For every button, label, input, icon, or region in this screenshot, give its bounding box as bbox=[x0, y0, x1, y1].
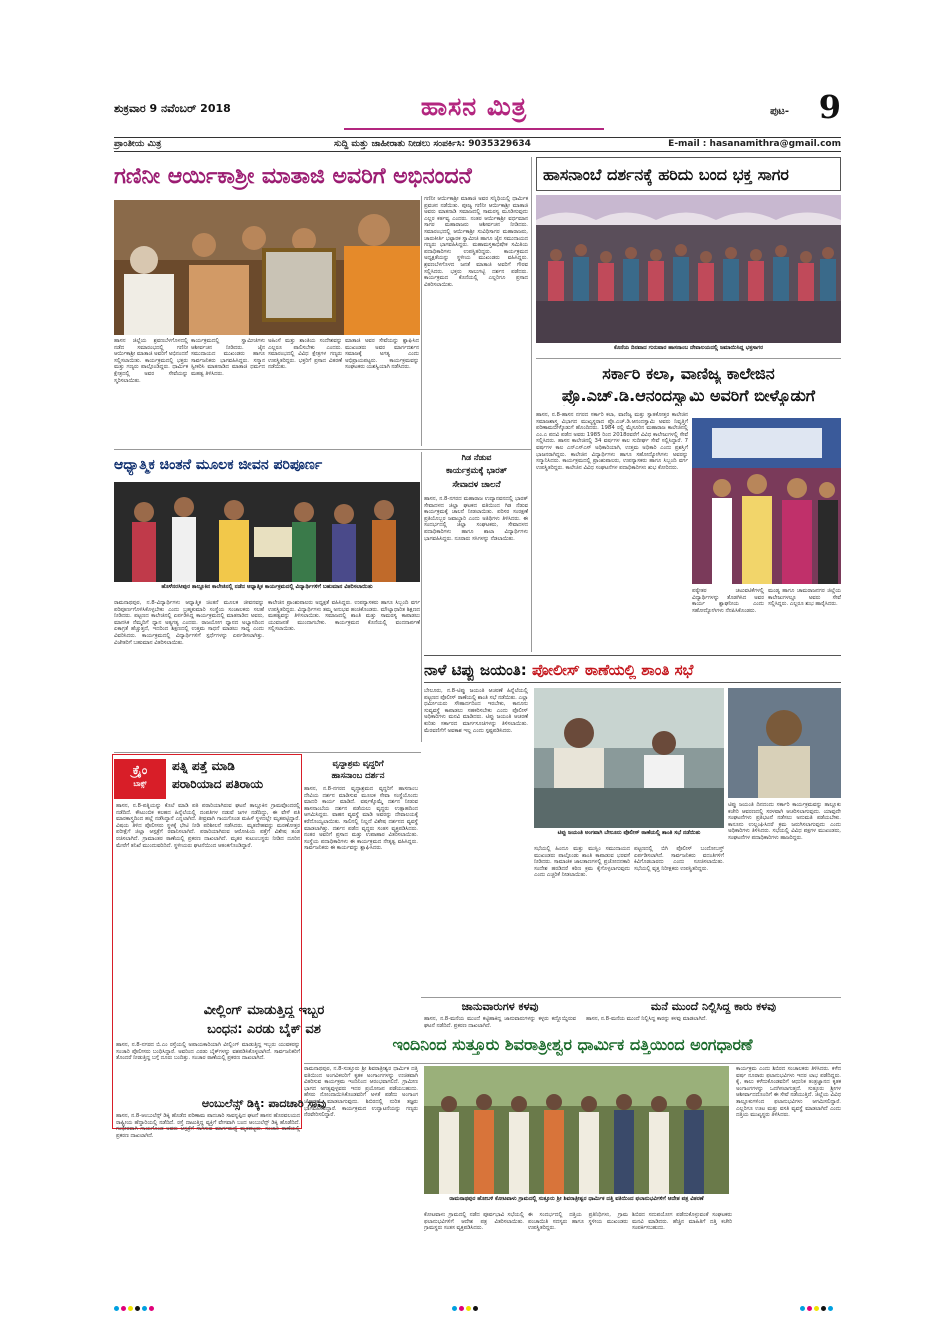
college-text-col2: ಪಠ್ಯೇತರ ಚಟುವಟಿಕೆಗಳಲ್ಲಿ ವಿದ್ಯಾರ್ಥಿಗಳನ್ನು ತೊಡಗಿಸಿದ ಅವರ ಕಾರ್ಯ ಶ್ಲಾಘನೀಯ ಎಂದು ಸಹೋದ್ಯೋಗಿಗಳು ನೆನಪಿಸಿಕೊಂಡರು. bbox=[692, 588, 764, 614]
tippu-text-col1: ಬೇಲೂರು, ನ.8-ಟಿಪ್ಪು ಜಯಂತಿ ಆಚರಣೆ ಹಿನ್ನೆಲೆಯಲ್ಲಿ ಪಟ್ಟಣದ ಪೊಲೀಸ್ ಠಾಣೆಯಲ್ಲಿ ಶಾಂತಿ ಸಭೆ ನಡೆಯಿತು. ಎಲ್ಲಾ ಧರ್ಮೀಯರು ಸೌಹಾರ್ದದಿಂದ ಇರಬೇಕು, ಕಾನೂನು ಸುವ್ಯವಸ್ಥೆ ಕಾಪಾಡಲು ಸಹಕರಿಸಬೇಕು ಎಂದು ಪೊಲೀಸ್ ಅಧಿಕಾರಿಗಳು ಮನವಿ ಮಾಡಿದರು. ಟಿಪ್ಪು ಜಯಂತಿ ಆಚರಣೆ ಕುರಿತು ಸರ್ಕಾರದ ಮಾರ್ಗಸೂಚಿಗಳನ್ನು ತಿಳಿಸಲಾಯಿತು. ಮೆರವಣಿಗೆಗೆ ಅವಕಾಶ ಇಲ್ಲ ಎಂದು ಸ್ಪಷ್ಟಪಡಿಸಿದರು. bbox=[424, 688, 528, 734]
page-label: ಪುಟ- bbox=[770, 106, 789, 117]
ambulance-text: ಹಾಸನ, ನ.8-ಆಂಬುಲೆನ್ಸ್ ಡಿಕ್ಕಿ ಹೊಡೆದ ಪರಿಣಾಮ ಪಾದಚಾರಿ ಸಾವನ್ನಪ್ಪಿದ ಘಟನೆ ಹಾಸನ ಹೊರವಲಯದ ರಾಷ್ಟ್ರೀಯ ಹೆದ್ದಾರಿಯಲ್ಲಿ ನಡೆದಿದೆ. ರಸ್ತೆ ದಾಟುತ್ತಿದ್ದ ವ್ಯಕ್ತಿಗೆ ವೇಗವಾಗಿ ಬಂದ ಆಂಬುಲೆನ್ಸ್ ಡಿಕ್ಕಿ ಹೊಡೆದಿದೆ. ಗಂಭೀರವಾಗಿ ಗಾಯಗೊಂಡ ಅವರು ಆಸ್ಪತ್ರೆಗೆ ಸಾಗಿಸುವ ಮಾರ್ಗಮಧ್ಯೆ ಮೃತಪಟ್ಟರು. ಸಂಚಾರಿ ಠಾಣೆಯಲ್ಲಿ ಪ್ರಕರಣ ದಾಖಲಾಗಿದೆ. bbox=[116, 1113, 300, 1139]
divider bbox=[536, 358, 841, 359]
wheeling-text: ಹಾಸನ, ನ.8-ನಗರದ ಬಿ.ಎಂ ರಸ್ತೆಯಲ್ಲಿ ಅಪಾಯಕಾರಿಯಾಗಿ ವೀಲ್ಲಿಂಗ್ ಮಾಡುತ್ತಿದ್ದ ಇಬ್ಬರು ಯುವಕರನ್ನು ಸಂಚಾರಿ ಪೊಲೀಸರು ಬಂಧಿಸಿದ್ದಾರೆ. ಅವರಿಂದ ಎರಡು ಬೈಕ್‌ಗಳನ್ನು ವಶಪಡಿಸಿಕೊಳ್ಳಲಾಗಿದೆ. ಸಾರ್ವಜನಿಕರಿಗೆ ತೊಂದರೆ ನೀಡುತ್ತಿದ್ದ ಬಗ್ಗೆ ದೂರು ಬಂದಿತ್ತು. ಸಂಚಾರ ಠಾಣೆಯಲ್ಲಿ ಪ್ರಕರಣ ದಾಖಲಾಗಿದೆ. bbox=[116, 1042, 300, 1062]
shivaratri-text-col1: ರಾಮನಾಥಪುರ, ನ.8-ಸುತ್ತೂರು ಶ್ರೀ ಶಿವರಾತ್ರೀಶ್ವರ ಧಾರ್ಮಿಕ ದತ್ತಿ ವತಿಯಿಂದ ಅಂಗವಿಕಲರಿಗೆ ಕೃತಕ ಅಂಗಾಂಗಗಳನ್ನು ಉಚಿತವಾಗಿ ವಿತರಿಸುವ ಕಾರ್ಯಕ್ರಮ ಇಂದಿನಿಂದ ಆರಂಭವಾಗಲಿದೆ. ಗ್ರಾಮೀಣ ಭಾಗದ ಅಗತ್ಯವುಳ್ಳವರು ಇದರ ಪ್ರಯೋಜನ ಪಡೆಯಬಹುದು. ಹೆಸರು ನೋಂದಾಯಿಸಿಕೊಂಡವರಿಗೆ ಅಳತೆ ಪಡೆದು ಅಂಗಾಂಗ ಜೋಡಣೆ ಮಾಡಲಾಗುವುದು. ಶಿಬಿರದಲ್ಲಿ ನುರಿತ ತಜ್ಞರು ಭಾಗವಹಿಸಲಿದ್ದಾರೆ. ಕಾರ್ಯಕ್ರಮದ ಉದ್ಘಾಟನೆಯನ್ನು ಗಣ್ಯರು ನೆರವೇರಿಸಲಿದ್ದಾರೆ. bbox=[304, 1066, 418, 1119]
email-info: E-mail : hasanamithra@gmail.com bbox=[668, 139, 841, 149]
car-theft-headline: ಮನೆ ಮುಂದೆ ನಿಲ್ಲಿಸಿದ್ದ ಕಾರು ಕಳವು bbox=[650, 1000, 777, 1013]
cattle-theft-headline: ಜಾನುವಾರುಗಳ ಕಳವು bbox=[461, 1000, 539, 1013]
tippu-text-col3: ಪಟ್ಟಣದಲ್ಲಿ ಬಿಗಿ ಪೊಲೀಸ್ ಬಂದೋಬಸ್ತ್ ಏರ್ಪಡಿಸಲಾಗಿದೆ. ಸಾರ್ವಜನಿಕರು ವದಂತಿಗಳಿಗೆ ಕಿವಿಗೊಡಬಾರದು ಎಂದು ಸೂಚಿಸಲಾಯಿತು. ಸಭೆಯಲ್ಲಿ ವೃತ್ತ ನಿರೀಕ್ಷಕರು ಉಪಸ್ಥಿತರಿದ್ದರು. bbox=[634, 846, 724, 872]
divider bbox=[421, 997, 841, 998]
sagara-caption: ಕೊನೆಯ ದಿನವಾದ ಗುರುವಾರ ಹಾಸನಾಂಬ ದೇವಾಲಯದಲ್ಲಿ ಜಮಾಯಿಸಿದ್ದ ಭಕ್ತಸಾಗರ bbox=[613, 345, 764, 351]
main-text-col5: ಗಣಿನೀ ಆರ್ಯಿಕಾಶ್ರೀ ಮಾತಾಜಿ ಅವರ ಸನ್ನಿಧಿಯಲ್ಲಿ ಧಾರ್ಮಿಕ ಪ್ರವಚನ ನಡೆಯಿತು. ಪೂಜ್ಯ ಗಣಿನೀ ಆರ್ಯಿಕಾಶ್ರೀ ಮಾತಾಜಿ ಅವರು ಮಾತನಾಡಿ ಸಮಾಜದಲ್ಲಿ ಸಾಮರಸ್ಯ ಮೂಡಿಸುವುದು ಎಲ್ಲರ ಕರ್ತವ್ಯ ಎಂದರು. ನಂತರ ಆರ್ಯಿಕಾಶ್ರೀ ವರ್ಧಮಾನ ಸಾಗರ ಮಹಾರಾಜರು ಆಶೀರ್ವಚನ ನೀಡಿದರು. ಸಮಾರಂಭದಲ್ಲಿ ಆರ್ಯಿಕಾಶ್ರೀ ಸುವಿಧಿಸಾಗರ ಮಹಾರಾಜರು, ಚಾರುಕೀರ್ತಿ ಭಟ್ಟಾರಕ ಸ್ವಾಮೀಜಿ ಹಾಗೂ ಜೈನ ಸಮುದಾಯದ ಗಣ್ಯರು ಭಾಗವಹಿಸಿದ್ದರು. ಮಹಾಮಸ್ತಕಾಭಿಷೇಕ ಸಮಿತಿಯ ಪದಾಧಿಕಾರಿಗಳು ಉಪಸ್ಥಿತರಿದ್ದರು. ಕಾರ್ಯಕ್ರಮದ ಅಧ್ಯಕ್ಷತೆಯನ್ನು ಸ್ಥಳೀಯ ಮುಖಂಡರು ವಹಿಸಿದ್ದರು. ಶ್ರವಣಬೆಳಗೊಳದ ಜನತೆ ಮಾತಾಜಿ ಅವರಿಗೆ ಗೌರವ ಸಲ್ಲಿಸಿದರು. ಭಕ್ತರು ಸಾಲುಗಟ್ಟಿ ದರ್ಶನ ಪಡೆದರು. ಕಾರ್ಯಕ್ರಮದ ಕೊನೆಯಲ್ಲಿ ಎಲ್ಲರಿಗೂ ಪ್ರಸಾದ ವಿತರಿಸಲಾಯಿತು. bbox=[424, 196, 528, 288]
crime-box-badge bbox=[114, 759, 166, 799]
adhyatmika-headline: ಆಧ್ಯಾತ್ಮಿಕ ಚಿಂತನೆ ಮೂಲಕ ಜೀವನ ಪರಿಪೂರ್ಣ bbox=[114, 457, 323, 473]
adhyatmika-photo bbox=[114, 482, 420, 582]
cattle-theft-text: ಹಾಸನ, ನ.8-ಮನೆಯ ಮುಂದೆ ಕಟ್ಟಿಹಾಕಿದ್ದ ಜಾನುವಾರುಗಳನ್ನು ಕಳ್ಳರು ಕದ್ದೊಯ್ದಿರುವ ಘಟನೆ ನಡೆದಿದೆ. ಪ್ರಕರಣ ದಾಖಲಾಗಿದೆ. bbox=[424, 1016, 576, 1029]
shivaratri-caption: ರಾಮನಾಥಪುರ ಹೋಬಳಿ ಕೋಟವಾಳು ಗ್ರಾಮದಲ್ಲಿ ಸುತ್ತೂರು ಶ್ರೀ ಶಿವರಾತ್ರೀಶ್ವರ ಧಾರ್ಮಿಕ ದತ್ತಿ ವತಿಯಿಂದ ಫಲಾನುಭವಿಗಳಿಗೆ ಆದೇಶ ಪತ್ರ ವಿತರಣೆ bbox=[449, 1196, 704, 1202]
crime-headline-line1: ಪತ್ನಿ ಪತ್ತೆ ಮಾಡಿ bbox=[172, 759, 235, 773]
subheader-strip bbox=[114, 137, 841, 152]
newspaper-title: ಹಾಸನ ಮಿತ್ರ bbox=[420, 92, 528, 121]
gida-headline-line1: ಗಿಡ ನೆಡುವ bbox=[461, 453, 492, 462]
divider bbox=[114, 752, 421, 753]
shivaratri-text-col2: ಕೋಟವಾಳು ಗ್ರಾಮದಲ್ಲಿ ನಡೆದ ಪೂರ್ವಭಾವಿ ಸಭೆಯಲ್ಲಿ ಫಲಾನುಭವಿಗಳಿಗೆ ಆದೇಶ ಪತ್ರ ವಿತರಿಸಲಾಯಿತು. ಗ್ರಾಮಸ್ಥರು ಸಂತಸ ವ್ಯಕ್ತಪಡಿಸಿದರು. bbox=[424, 1212, 524, 1232]
college-headline-line1: ಸರ್ಕಾರಿ ಕಲಾ, ವಾಣಿಜ್ಯ ಕಾಲೇಜಿನ bbox=[602, 364, 775, 383]
section-name: ಪ್ರಾಂತೀಯ ಮಿತ್ರ bbox=[114, 139, 162, 149]
divider bbox=[304, 1063, 841, 1064]
masthead bbox=[114, 88, 841, 132]
registration-marks-right bbox=[800, 1296, 835, 1302]
tippu-text-col2: ಸಭೆಯಲ್ಲಿ ಹಿಂದೂ ಮತ್ತು ಮುಸ್ಲಿಂ ಸಮುದಾಯದ ಮುಖಂಡರು ಪಾಲ್ಗೊಂಡು ಶಾಂತಿ ಕಾಪಾಡುವ ಭರವಸೆ ನೀಡಿದರು. ಸಾಮಾಜಿಕ ಜಾಲತಾಣಗಳಲ್ಲಿ ಪ್ರಚೋದನಕಾರಿ ಸಂದೇಶ ಹರಡಿದರೆ ಕಠಿಣ ಕ್ರಮ ಕೈಗೊಳ್ಳಲಾಗುವುದು ಎಂದು ಎಚ್ಚರಿಕೆ ನೀಡಲಾಯಿತು. bbox=[534, 846, 630, 879]
adhyatmika-caption: ಹೊಳೆನರಸೀಪುರ ತಾಲ್ಲೂಕಿನ ಕಾಲೇಜಿನಲ್ಲಿ ನಡೆದ ಆಧ್ಯಾತ್ಮಿಕ ಕಾರ್ಯಕ್ರಮದಲ್ಲಿ ವಿದ್ಯಾರ್ಥಿಗಳಿಗೆ ಬಹುಮಾನ ವಿತರಿಸಲಾಯಿತು bbox=[161, 584, 373, 590]
registration-marks-left bbox=[114, 1296, 156, 1302]
gida-text: ಹಾಸನ, ನ.8-ನಗರದ ಮಹಾರಾಜ ಉದ್ಯಾನವನದಲ್ಲಿ ಭಾರತ್ ಸೇವಾದಳದ ಜಿಲ್ಲಾ ಘಟಕದ ವತಿಯಿಂದ ಗಿಡ ನೆಡುವ ಕಾರ್ಯಕ್ರಮಕ್ಕೆ ಚಾಲನೆ ನೀಡಲಾಯಿತು. ಪರಿಸರ ಸಂರಕ್ಷಣೆ ಪ್ರತಿಯೊಬ್ಬರ ಜವಾಬ್ದಾರಿ ಎಂದು ಅತಿಥಿಗಳು ತಿಳಿಸಿದರು. ಈ ಸಂದರ್ಭದಲ್ಲಿ ಜಿಲ್ಲಾ ಸಂಘಟಕರು, ಸೇವಾದಳದ ಪದಾಧಿಕಾರಿಗಳು ಹಾಗೂ ಶಾಲಾ ವಿದ್ಯಾರ್ಥಿಗಳು ಭಾಗವಹಿಸಿದ್ದರು. ನೂರಾರು ಸಸಿಗಳನ್ನು ನೆಡಲಾಯಿತು. bbox=[424, 496, 528, 542]
ambulance-headline: ಆಂಬುಲೆನ್ಸ್ ಡಿಕ್ಕಿ: ಪಾದಚಾರಿ ಸಾವು bbox=[201, 1097, 327, 1110]
crime-sublabel: ಬಾಕ್ಸ್ bbox=[133, 780, 147, 788]
crime-headline-line2: ಪರಾರಿಯಾದ ಪತಿರಾಯ bbox=[172, 777, 264, 791]
tippu-caption: ಟಿಪ್ಪು ಜಯಂತಿ ಅಂಗವಾಗಿ ಬೇಲೂರು ಪೊಲೀಸ್ ಠಾಣೆಯಲ್ಲಿ ಶಾಂತಿ ಸಭೆ ನಡೆಯಿತು bbox=[557, 830, 701, 836]
main-text-col1: ಹಾಸನ ಜಿಲ್ಲೆಯ ಶ್ರವಣಬೆಳಗೊಳದಲ್ಲಿ ನಡೆದ ಸಮಾರಂಭದಲ್ಲಿ ಗಣಿನೀ ಆರ್ಯಿಕಾಶ್ರೀ ಮಾತಾಜಿ ಅವರಿಗೆ ಅಭಿನಂದನೆ ಸಲ್ಲಿಸಲಾಯಿತು. ಕಾರ್ಯಕ್ರಮದಲ್ಲಿ ಭಕ್ತರು ಮತ್ತು ಗಣ್ಯರು ಪಾಲ್ಗೊಂಡಿದ್ದರು. ಧಾರ್ಮಿಕ ಕ್ಷೇತ್ರದಲ್ಲಿ ಅವರ ಸೇವೆಯನ್ನು ಸ್ಮರಿಸಲಾಯಿತು. bbox=[114, 338, 188, 384]
crime-text: ಹಾಸನ, ನ.8-ಪತ್ನಿಯನ್ನು ಕೊಲೆ ಮಾಡಿ ಪತಿ ಪರಾರಿಯಾಗಿರುವ ಘಟನೆ ತಾಲ್ಲೂಕಿನ ಗ್ರಾಮವೊಂದರಲ್ಲಿ ನಡೆದಿದೆ. ಕೌಟುಂಬಿಕ ಕಲಹದ ಹಿನ್ನೆಲೆಯಲ್ಲಿ ದಂಪತಿಗಳ ನಡುವೆ ಜಗಳ ನಡೆದಿದ್ದು, ಈ ವೇಳೆ ಪತಿ ಮಾರಕಾಸ್ತ್ರದಿಂದ ಹಲ್ಲೆ ನಡೆಸಿದ್ದಾನೆ ಎನ್ನಲಾಗಿದೆ. ತೀವ್ರವಾಗಿ ಗಾಯಗೊಂಡ ಮಹಿಳೆ ಸ್ಥಳದಲ್ಲೇ ಮೃತಪಟ್ಟಿದ್ದಾರೆ. ವಿಷಯ ತಿಳಿದ ಪೊಲೀಸರು ಸ್ಥಳಕ್ಕೆ ಭೇಟಿ ನೀಡಿ ಪರಿಶೀಲನೆ ನಡೆಸಿದರು. ಮೃತದೇಹವನ್ನು ಮರಣೋತ್ತರ ಪರೀಕ್ಷೆಗೆ ಜಿಲ್ಲಾ ಆಸ್ಪತ್ರೆಗೆ ರವಾನಿಸಲಾಗಿದೆ. ಪರಾರಿಯಾಗಿರುವ ಆರೋಪಿಯ ಪತ್ತೆಗೆ ವಿಶೇಷ ತಂಡ ರಚಿಸಲಾಗಿದೆ. ಗ್ರಾಮಾಂತರ ಠಾಣೆಯಲ್ಲಿ ಪ್ರಕರಣ ದಾಖಲಾಗಿದೆ. ಮೃತರ ಕುಟುಂಬಸ್ಥರು ನೀಡಿದ ದೂರಿನ ಮೇರೆಗೆ ತನಿಖೆ ಮುಂದುವರಿದಿದೆ. ಸ್ಥಳೀಯರು ಘಟನೆಯಿಂದ ಆತಂಕಗೊಂಡಿದ್ದಾರೆ. bbox=[116, 803, 300, 849]
college-headline-line2: ಪ್ರೊ.ಎಚ್.ಡಿ.ಆನಂದಸ್ವಾಮಿ ಅವರಿಗೆ ಬೀಳ್ಕೊಡುಗೆ bbox=[561, 386, 816, 405]
main-text-col4: ಮಾತಾಜಿ ಅವರ ಸೇವೆಯನ್ನು ಶ್ಲಾಘಿಸಿದ ಮುಖಂಡರು ಅವರ ಮಾರ್ಗದರ್ಶನ ಸಮಾಜಕ್ಕೆ ಅಗತ್ಯ ಎಂದು ಅಭಿಪ್ರಾಯಪಟ್ಟರು. ಕಾರ್ಯಕ್ರಮವನ್ನು ಸಂಘಟಕರು ಯಶಸ್ವಿಯಾಗಿ ನಡೆಸಿದರು. bbox=[345, 338, 419, 371]
registration-marks-center bbox=[452, 1296, 480, 1302]
issue-date: ಶುಕ್ರವಾರ 9 ನವೆಂಬರ್ 2018 bbox=[114, 102, 231, 115]
shivaratri-text-col5: ಕಾರ್ಯಕ್ರಮ ಎಂದು ಶಿಬಿರದ ಸಂಚಾಲಕರು ತಿಳಿಸಿದರು. ಕಳೆದ ವರ್ಷ ನೂರಾರು ಫಲಾನುಭವಿಗಳು ಇದರ ಲಾಭ ಪಡೆದಿದ್ದರು. ಕೈ, ಕಾಲು ಕಳೆದುಕೊಂಡವರಿಗೆ ಆಧುನಿಕ ತಂತ್ರಜ್ಞಾನದ ಕೃತಕ ಅಂಗಾಂಗಗಳನ್ನು ಒದಗಿಸಲಾಗುತ್ತದೆ. ಸುತ್ತೂರು ಶ್ರೀಗಳ ಆಶೀರ್ವಾದದೊಂದಿಗೆ ಈ ಸೇವೆ ನಡೆಯುತ್ತಿದೆ. ಜಿಲ್ಲೆಯ ವಿವಿಧ ತಾಲ್ಲೂಕುಗಳಿಂದ ಫಲಾನುಭವಿಗಳು ಆಗಮಿಸಲಿದ್ದಾರೆ. ಎಲ್ಲರಿಗೂ ಊಟ ಮತ್ತು ವಸತಿ ವ್ಯವಸ್ಥೆ ಮಾಡಲಾಗಿದೆ ಎಂದು ದತ್ತಿಯ ಮುಖ್ಯಸ್ಥರು ತಿಳಿಸಿದರು. bbox=[736, 1066, 841, 1119]
college-felicitation-photo bbox=[692, 418, 841, 584]
gida-headline-line2: ಕಾರ್ಯಕ್ರಮಕ್ಕೆ ಭಾರತ್ bbox=[445, 466, 508, 476]
shivaratri-text-col3: ಈ ಸಂದರ್ಭದಲ್ಲಿ ದತ್ತಿಯ ಪ್ರತಿನಿಧಿಗಳು, ಗ್ರಾಮ ಪಂಚಾಯಿತಿ ಸದಸ್ಯರು ಹಾಗೂ ಸ್ಥಳೀಯ ಮುಖಂಡರು ಉಪಸ್ಥಿತರಿದ್ದರು. bbox=[528, 1212, 628, 1232]
shivaratri-photo bbox=[424, 1066, 729, 1194]
tippu-text-col4: ಟಿಪ್ಪು ಜಯಂತಿ ದಿನದಂದು ಸರ್ಕಾರಿ ಕಾರ್ಯಕ್ರಮವನ್ನು ತಾಲ್ಲೂಕು ಕಚೇರಿ ಆವರಣದಲ್ಲಿ ಸರಳವಾಗಿ ಆಚರಿಸಲಾಗುವುದು. ಯಾವುದೇ ಸಂಘಟನೆಗಳು ಪ್ರತಿಭಟನೆ ನಡೆಸಲು ಅನುಮತಿ ಪಡೆಯಬೇಕು. ಕಾನೂನು ಉಲ್ಲಂಘಿಸಿದರೆ ಕ್ರಮ ಜರುಗಿಸಲಾಗುವುದು ಎಂದು ಅಧಿಕಾರಿಗಳು ತಿಳಿಸಿದರು. ಸಭೆಯಲ್ಲಿ ವಿವಿಧ ಪಕ್ಷಗಳ ಮುಖಂಡರು, ಸಂಘಟನೆಗಳ ಪದಾಧಿಕಾರಿಗಳು ಹಾಜರಿದ್ದರು. bbox=[728, 802, 841, 841]
sagara-crowd-photo bbox=[536, 195, 841, 343]
tippu-meeting-photo bbox=[534, 688, 724, 828]
oldage-headline-line1: ವೃದ್ಧಾಶ್ರಮ ವೃದ್ಧರಿಗೆ bbox=[332, 759, 384, 768]
column-rule bbox=[421, 196, 422, 446]
column-rule bbox=[531, 157, 532, 652]
main-photo bbox=[114, 200, 420, 335]
adhyatmika-text-col1: ರಾಮನಾಥಪುರ, ನ.8-ವಿದ್ಯಾರ್ಥಿಗಳು ಆಧ್ಯಾತ್ಮಿಕ ಚಿಂತನೆ ಮೂಲಕ ಜೀವನವನ್ನು ಪರಿಪೂರ್ಣಗೊಳಿಸಿಕೊಳ್ಳಬೇಕು ಎಂದು ಬ್ರಹ್ಮಕುಮಾರಿ ಸಂಸ್ಥೆಯ ಸಂಚಾಲಕರು ಸಲಹೆ ನೀಡಿದರು. ಪಟ್ಟಣದ ಕಾಲೇಜಿನಲ್ಲಿ ಏರ್ಪಡಿಸಿದ್ದ ಕಾರ್ಯಕ್ರಮದಲ್ಲಿ ಮಾತನಾಡಿದ ಅವರು, ಮಾನಸಿಕ ನೆಮ್ಮದಿಗೆ ಧ್ಯಾನ ಅತ್ಯಗತ್ಯ ಎಂದರು. ರಾಜಯೋಗ ಧ್ಯಾನದ ಅಭ್ಯಾಸದಿಂದ ಏಕಾಗ್ರತೆ ಹೆಚ್ಚುತ್ತದೆ, ಇದರಿಂದ ಶಿಕ್ಷಣದಲ್ಲಿ ಉತ್ತಮ ಸಾಧನೆ ಮಾಡಲು ಸಾಧ್ಯ ಎಂದು ವಿವರಿಸಿದರು. ಕಾರ್ಯಕ್ರಮದಲ್ಲಿ ವಿದ್ಯಾರ್ಥಿಗಳಿಗೆ ಸ್ಪರ್ಧೆಗಳನ್ನು ಏರ್ಪಡಿಸಲಾಗಿತ್ತು. ವಿಜೇತರಿಗೆ ಬಹುಮಾನ ವಿತರಿಸಲಾಯಿತು. bbox=[114, 600, 264, 646]
main-text-col2: ಕಾರ್ಯಕ್ರಮದಲ್ಲಿ ಸ್ವಾಮೀಜಿಗಳು ಆಶೀರ್ವಚನ ನೀಡಿದರು. ಜೈನ ಸಮುದಾಯದ ಮುಖಂಡರು ಹಾಗೂ ಸಾರ್ವಜನಿಕರು ಭಾಗವಹಿಸಿದ್ದರು. ಸನ್ಮಾನ ಸ್ವೀಕರಿಸಿ ಮಾತನಾಡಿದ ಮಾತಾಜಿ ಧರ್ಮದ ಮಹತ್ವ ತಿಳಿಸಿದರು. bbox=[191, 338, 265, 377]
wheeling-headline-line2: ಬಂಧನ: ಎರಡು ಬೈಕ್ ವಶ bbox=[207, 1022, 321, 1037]
title-underline bbox=[344, 128, 604, 130]
college-text-col3: ಮಂಡ್ಯ ಹಾಗೂ ಚಾಮರಾಜನಗರ ಜಿಲ್ಲೆಯ ಕಾಲೇಜುಗಳಲ್ಲೂ ಅವರು ಸೇವೆ ಸಲ್ಲಿಸಿದ್ದರು. ಎಲ್ಲರೂ ಶುಭ ಹಾರೈಸಿದರು. bbox=[768, 588, 841, 608]
oldage-text: ಹಾಸನ, ನ.8-ನಗರದ ವೃದ್ಧಾಶ್ರಮದ ವೃದ್ಧರಿಗೆ ಹಾಸನಾಂಬ ದೇವಿಯ ದರ್ಶನ ಮಾಡಿಸುವ ಮೂಲಕ ಸೇವಾ ಸಂಸ್ಥೆಯೊಂದು ಮಾದರಿ ಕಾರ್ಯ ಮಾಡಿದೆ. ವರ್ಷಕ್ಕೊಮ್ಮೆ ದರ್ಶನ ನೀಡುವ ಹಾಸನಾಂಬೆಯ ದರ್ಶನ ಪಡೆಯಲು ವೃದ್ಧರು ಉತ್ಸಾಹದಿಂದ ಆಗಮಿಸಿದ್ದರು. ವಾಹನ ವ್ಯವಸ್ಥೆ ಮಾಡಿ ಅವರನ್ನು ದೇವಾಲಯಕ್ಕೆ ಕರೆದೊಯ್ಯಲಾಯಿತು. ಸಾಲಿನಲ್ಲಿ ನಿಲ್ಲದೆ ವಿಶೇಷ ದರ್ಶನದ ವ್ಯವಸ್ಥೆ ಮಾಡಲಾಗಿತ್ತು. ದರ್ಶನ ಪಡೆದ ವೃದ್ಧರು ಸಂತಸ ವ್ಯಕ್ತಪಡಿಸಿದರು. ನಂತರ ಅವರಿಗೆ ಪ್ರಸಾದ ಮತ್ತು ಉಪಾಹಾರ ವಿತರಿಸಲಾಯಿತು. ಸಂಸ್ಥೆಯ ಪದಾಧಿಕಾರಿಗಳು ಈ ಕಾರ್ಯಕ್ರಮದ ನೇತೃತ್ವ ವಹಿಸಿದ್ದರು. ಸಾರ್ವಜನಿಕರು ಈ ಕಾರ್ಯವನ್ನು ಶ್ಲಾಘಿಸಿದರು. bbox=[304, 786, 418, 852]
tippu-headline bbox=[424, 655, 841, 683]
main-headline: ಗಣಿನೀ ಆರ್ಯಿಕಾಶ್ರೀ ಮಾತಾಜಿ ಅವರಿಗೆ ಅಭಿನಂದನೆ bbox=[114, 164, 472, 189]
divider bbox=[114, 449, 531, 450]
gida-headline-line3: ಸೇವಾದಳ ಚಾಲನೆ bbox=[452, 480, 501, 490]
college-text-col1: ಹಾಸನ, ನ.8-ಹಾಸನ ನಗರದ ಸರ್ಕಾರಿ ಕಲಾ, ವಾಣಿಜ್ಯ ಮತ್ತು ಸ್ನಾತಕೋತ್ತರ ಕಾಲೇಜಿನ ಸಮಾಜಶಾಸ್ತ್ರ ವಿಭಾಗದ ಮುಖ್ಯಸ್ಥರಾದ ಪ್ರೊ.ಎಚ್.ಡಿ.ಆನಂದಸ್ವಾಮಿ ಅವರು ನಿವೃತ್ತಿಗೆ ಪರಿಣಾಮಬೀಳ್ಕೊಡುಗೆ ಹೊಂದಿದರು. 1984 ರಲ್ಲಿ ಮೈಸೂರಿನ ಮಹಾರಾಜ ಕಾಲೇಜಿನಲ್ಲಿ ಎಂ.ಎ ಪದವಿ ಪಡೆದ ಅವರು 1985 ರಿಂದ 2018ರವರೆಗೆ ವಿವಿಧ ಕಾಲೇಜುಗಳಲ್ಲಿ ಸೇವೆ ಸಲ್ಲಿಸಿದರು. ಹಾಸನ ಕಾಲೇಜಿನಲ್ಲಿ 34 ವರ್ಷಗಳ ಕಾಲ ಸುದೀರ್ಘ ಸೇವೆ ಸಲ್ಲಿಸಿದ್ದಾರೆ. 7 ವರ್ಷಗಳ ಕಾಲ ಎನ್‌ಎಸ್‌ಎಸ್ ಅಧಿಕಾರಿಯಾಗಿ, ಉತ್ತಮ ಅಧಿಕಾರಿ ಎಂದು ಪ್ರಶಸ್ತಿಗೆ ಭಾಜನರಾಗಿದ್ದರು. ಕಾಲೇಜಿನ ವಿದ್ಯಾರ್ಥಿಗಳು ಹಾಗೂ ಸಹೋದ್ಯೋಗಿಗಳು ಅವರನ್ನು ಸನ್ಮಾನಿಸಿದರು. ಕಾರ್ಯಕ್ರಮದಲ್ಲಿ ಪ್ರಾಂಶುಪಾಲರು, ಉಪನ್ಯಾಸಕರು ಹಾಗೂ ಸಿಬ್ಬಂದಿ ವರ್ಗ ಉಪಸ್ಥಿತರಿದ್ದರು. ಕಾಲೇಜಿನ ವಿವಿಧ ಸಂಘಟನೆಗಳ ಪದಾಧಿಕಾರಿಗಳು ಶುಭ ಕೋರಿದರು. bbox=[536, 412, 688, 471]
contact-info: ಸುದ್ದಿ ಮತ್ತು ಜಾಹೀರಾತು ನೀಡಲು ಸಂಪರ್ಕಿಸಿ: 9035329634 bbox=[334, 139, 531, 149]
car-theft-text: ಹಾಸನ, ನ.8-ಮನೆಯ ಮುಂದೆ ನಿಲ್ಲಿಸಿದ್ದ ಕಾರನ್ನು ಕಳವು ಮಾಡಲಾಗಿದೆ. bbox=[586, 1016, 707, 1022]
tippu-officer-photo bbox=[728, 688, 841, 798]
shivaratri-headline: ಇಂದಿನಿಂದ ಸುತ್ತೂರು ಶಿವರಾತ್ರೀಶ್ವರ ಧಾರ್ಮಿಕ ದತ್ತಿಯಿಂದ ಅಂಗಧಾರಣೆ bbox=[392, 1035, 753, 1054]
crime-label: ಕ್ರೈಂ bbox=[132, 763, 148, 777]
sagara-headline: ಹಾಸನಾಂಬೆ ದರ್ಶನಕ್ಕೆ ಹರಿದು ಬಂದ ಭಕ್ತ ಸಾಗರ bbox=[536, 157, 841, 191]
adhyatmika-text-col2: ಕಾಲೇಜಿನ ಪ್ರಾಂಶುಪಾಲರು ಅಧ್ಯಕ್ಷತೆ ವಹಿಸಿದ್ದರು. ಉಪನ್ಯಾಸಕರು ಹಾಗೂ ಸಿಬ್ಬಂದಿ ವರ್ಗ ಉಪಸ್ಥಿತರಿದ್ದರು. ವಿದ್ಯಾರ್ಥಿಗಳು ತಮ್ಮ ಅನುಭವ ಹಂಚಿಕೊಂಡರು. ಮೌಲ್ಯಾಧಾರಿತ ಶಿಕ್ಷಣದ ಮಹತ್ವವನ್ನು ತಿಳಿಸಲಾಯಿತು. ಸಮಾಜದಲ್ಲಿ ಶಾಂತಿ ಮತ್ತು ಸಾಮರಸ್ಯ ಕಾಪಾಡಲು ಯುವಜನತೆ ಮುಂದಾಗಬೇಕು. ಕಾರ್ಯಕ್ರಮದ ಕೊನೆಯಲ್ಲಿ ವಂದನಾರ್ಪಣೆ ಸಲ್ಲಿಸಲಾಯಿತು. bbox=[268, 600, 420, 633]
wheeling-headline-line1: ವೀಲ್ಲಿಂಗ್ ಮಾಡುತ್ತಿದ್ದ ಇಬ್ಬರ bbox=[203, 1003, 325, 1018]
oldage-headline-line2: ಹಾಸನಾಂಬ ದರ್ಶನ bbox=[331, 771, 385, 781]
tippu-headline-highlight: ಪೋಲೀಸ್ ಠಾಣೆಯಲ್ಲಿ ಶಾಂತಿ ಸಭೆ bbox=[531, 661, 694, 679]
page-number: 9 bbox=[818, 88, 841, 126]
tippu-headline-prefix: ನಾಳೆ ಟಿಪ್ಪು ಜಯಂತಿ: bbox=[424, 661, 532, 679]
shivaratri-text-col4: ಶಿಬಿರದ ಸದುಪಯೋಗ ಪಡೆದುಕೊಳ್ಳುವಂತೆ ಸಂಘಟಕರು ಮನವಿ ಮಾಡಿದರು. ಹೆಚ್ಚಿನ ಮಾಹಿತಿಗೆ ದತ್ತಿ ಕಚೇರಿ ಸಂಪರ್ಕಿಸಬಹುದು. bbox=[632, 1212, 732, 1232]
column-rule bbox=[421, 452, 422, 742]
main-text-col3: ಅಹಿಂಸೆ ಮತ್ತು ಶಾಂತಿಯ ಸಂದೇಶವನ್ನು ಎಲ್ಲರೂ ಪಾಲಿಸಬೇಕು ಎಂದರು. ಸಮಾರಂಭದಲ್ಲಿ ವಿವಿಧ ಕ್ಷೇತ್ರಗಳ ಗಣ್ಯರು ಉಪಸ್ಥಿತರಿದ್ದರು. ಭಕ್ತರಿಗೆ ಪ್ರಸಾದ ವಿತರಣೆ ನಡೆಯಿತು. bbox=[268, 338, 342, 371]
